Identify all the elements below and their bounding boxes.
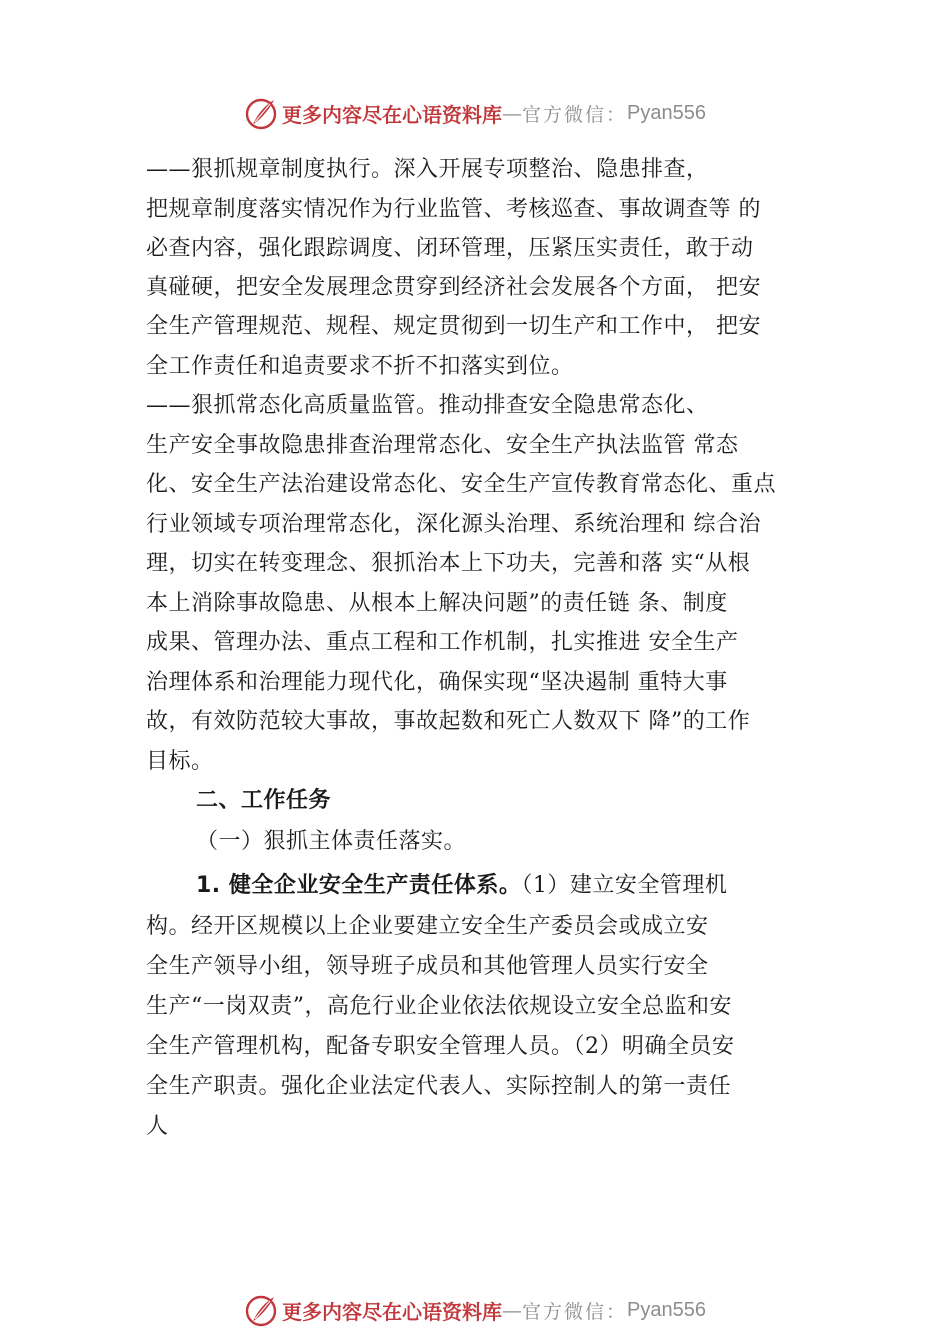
para2-line-4: 行业领域专项治理常态化，深化源头治理、系统治理和 综合治 [146,512,761,537]
para1-line-6: 全工作责任和追责要求不折不扣落实到位。 [146,354,574,379]
para1-line-4: 真碰硬，把安全发展理念贯穿到经济社会发展各个方面， 把安 [146,275,761,300]
item1-line-3: 全生产领导小组，领导班子成员和其他管理人员实行安全 [146,954,709,979]
feather-logo-icon [244,96,278,130]
watermark-separator: — [502,101,522,125]
item1-title: 1. 健全企业安全生产责任体系。 [196,873,522,898]
para2-line-6: 本上消除事故隐患、从根本上解决问题”的责任链 条、制度 [146,591,728,616]
item1-line-2: 构。经开区规模以上企业要建立安全生产委员会或成立安 [146,914,709,939]
watermark-separator: — [502,1298,522,1322]
para2-line-1: ——狠抓常态化高质量监管。推动排查安全隐患常态化、 [146,393,709,418]
feather-logo-icon [244,1293,278,1327]
watermark-header [0,93,950,133]
item1-line-5: 全生产管理机构，配备专职安全管理人员。（2）明确全员安 [146,1034,735,1059]
item1-line-4: 生产“一岗双责”，高危行业企业依法依规设立安全总监和安 [146,994,732,1019]
para2-line-5: 理，切实在转变理念、狠抓治本上下功夫，完善和落 实“从根 [146,551,751,576]
para1-line-5: 全生产管理规范、规程、规定贯彻到一切生产和工作中， 把安 [146,314,761,339]
para2-line-9: 故，有效防范较大事故，事故起数和死亡人数双下 降”的工作 [146,709,751,734]
watermark-footer [0,1290,950,1330]
para2-line-10: 目标。 [146,749,214,774]
para2-line-3: 化、安全生产法治建设常态化、安全生产宣传教育常态化、重点 [146,472,777,497]
para1-line-3: 必查内容，强化跟踪调度、闭环管理，压紧压实责任，敢于动 [146,236,754,261]
section-heading-work-tasks: 二、工作任务 [196,788,332,813]
para1-line-2: 把规章制度落实情况作为行业监管、考核巡查、事故调查等 的 [146,197,761,222]
para2-line-7: 成果、管理办法、重点工程和工作机制，扎实推进 安全生产 [146,630,739,655]
watermark-wechat-label: 官方微信： [522,1300,628,1323]
watermark-wechat-label: 官方微信： [522,103,628,126]
item1-line-6: 全生产职责。强化企业法定代表人、实际控制人的第一责任 [146,1074,732,1099]
item1-first-line [196,866,886,906]
subheading-main-responsibility: （一）狠抓主体责任落实。 [196,829,467,854]
watermark-wechat-id: Pyan556 [627,101,706,124]
item1-first-text: （1）建立安全管理机 [521,873,728,898]
watermark-wechat-id: Pyan556 [627,1298,706,1321]
watermark-main-text: 更多内容尽在心语资料库 [282,102,502,127]
para2-line-2: 生产安全事故隐患排查治理常态化、安全生产执法监管 常态 [146,433,739,458]
watermark-main-text: 更多内容尽在心语资料库 [282,1299,502,1324]
para1-line-1: ——狠抓规章制度执行。深入开展专项整治、隐患排查， [146,157,709,182]
para2-line-8: 治理体系和治理能力现代化，确保实现“坚决遏制 重特大事 [146,670,728,695]
item1-line-7: 人 [146,1114,169,1139]
